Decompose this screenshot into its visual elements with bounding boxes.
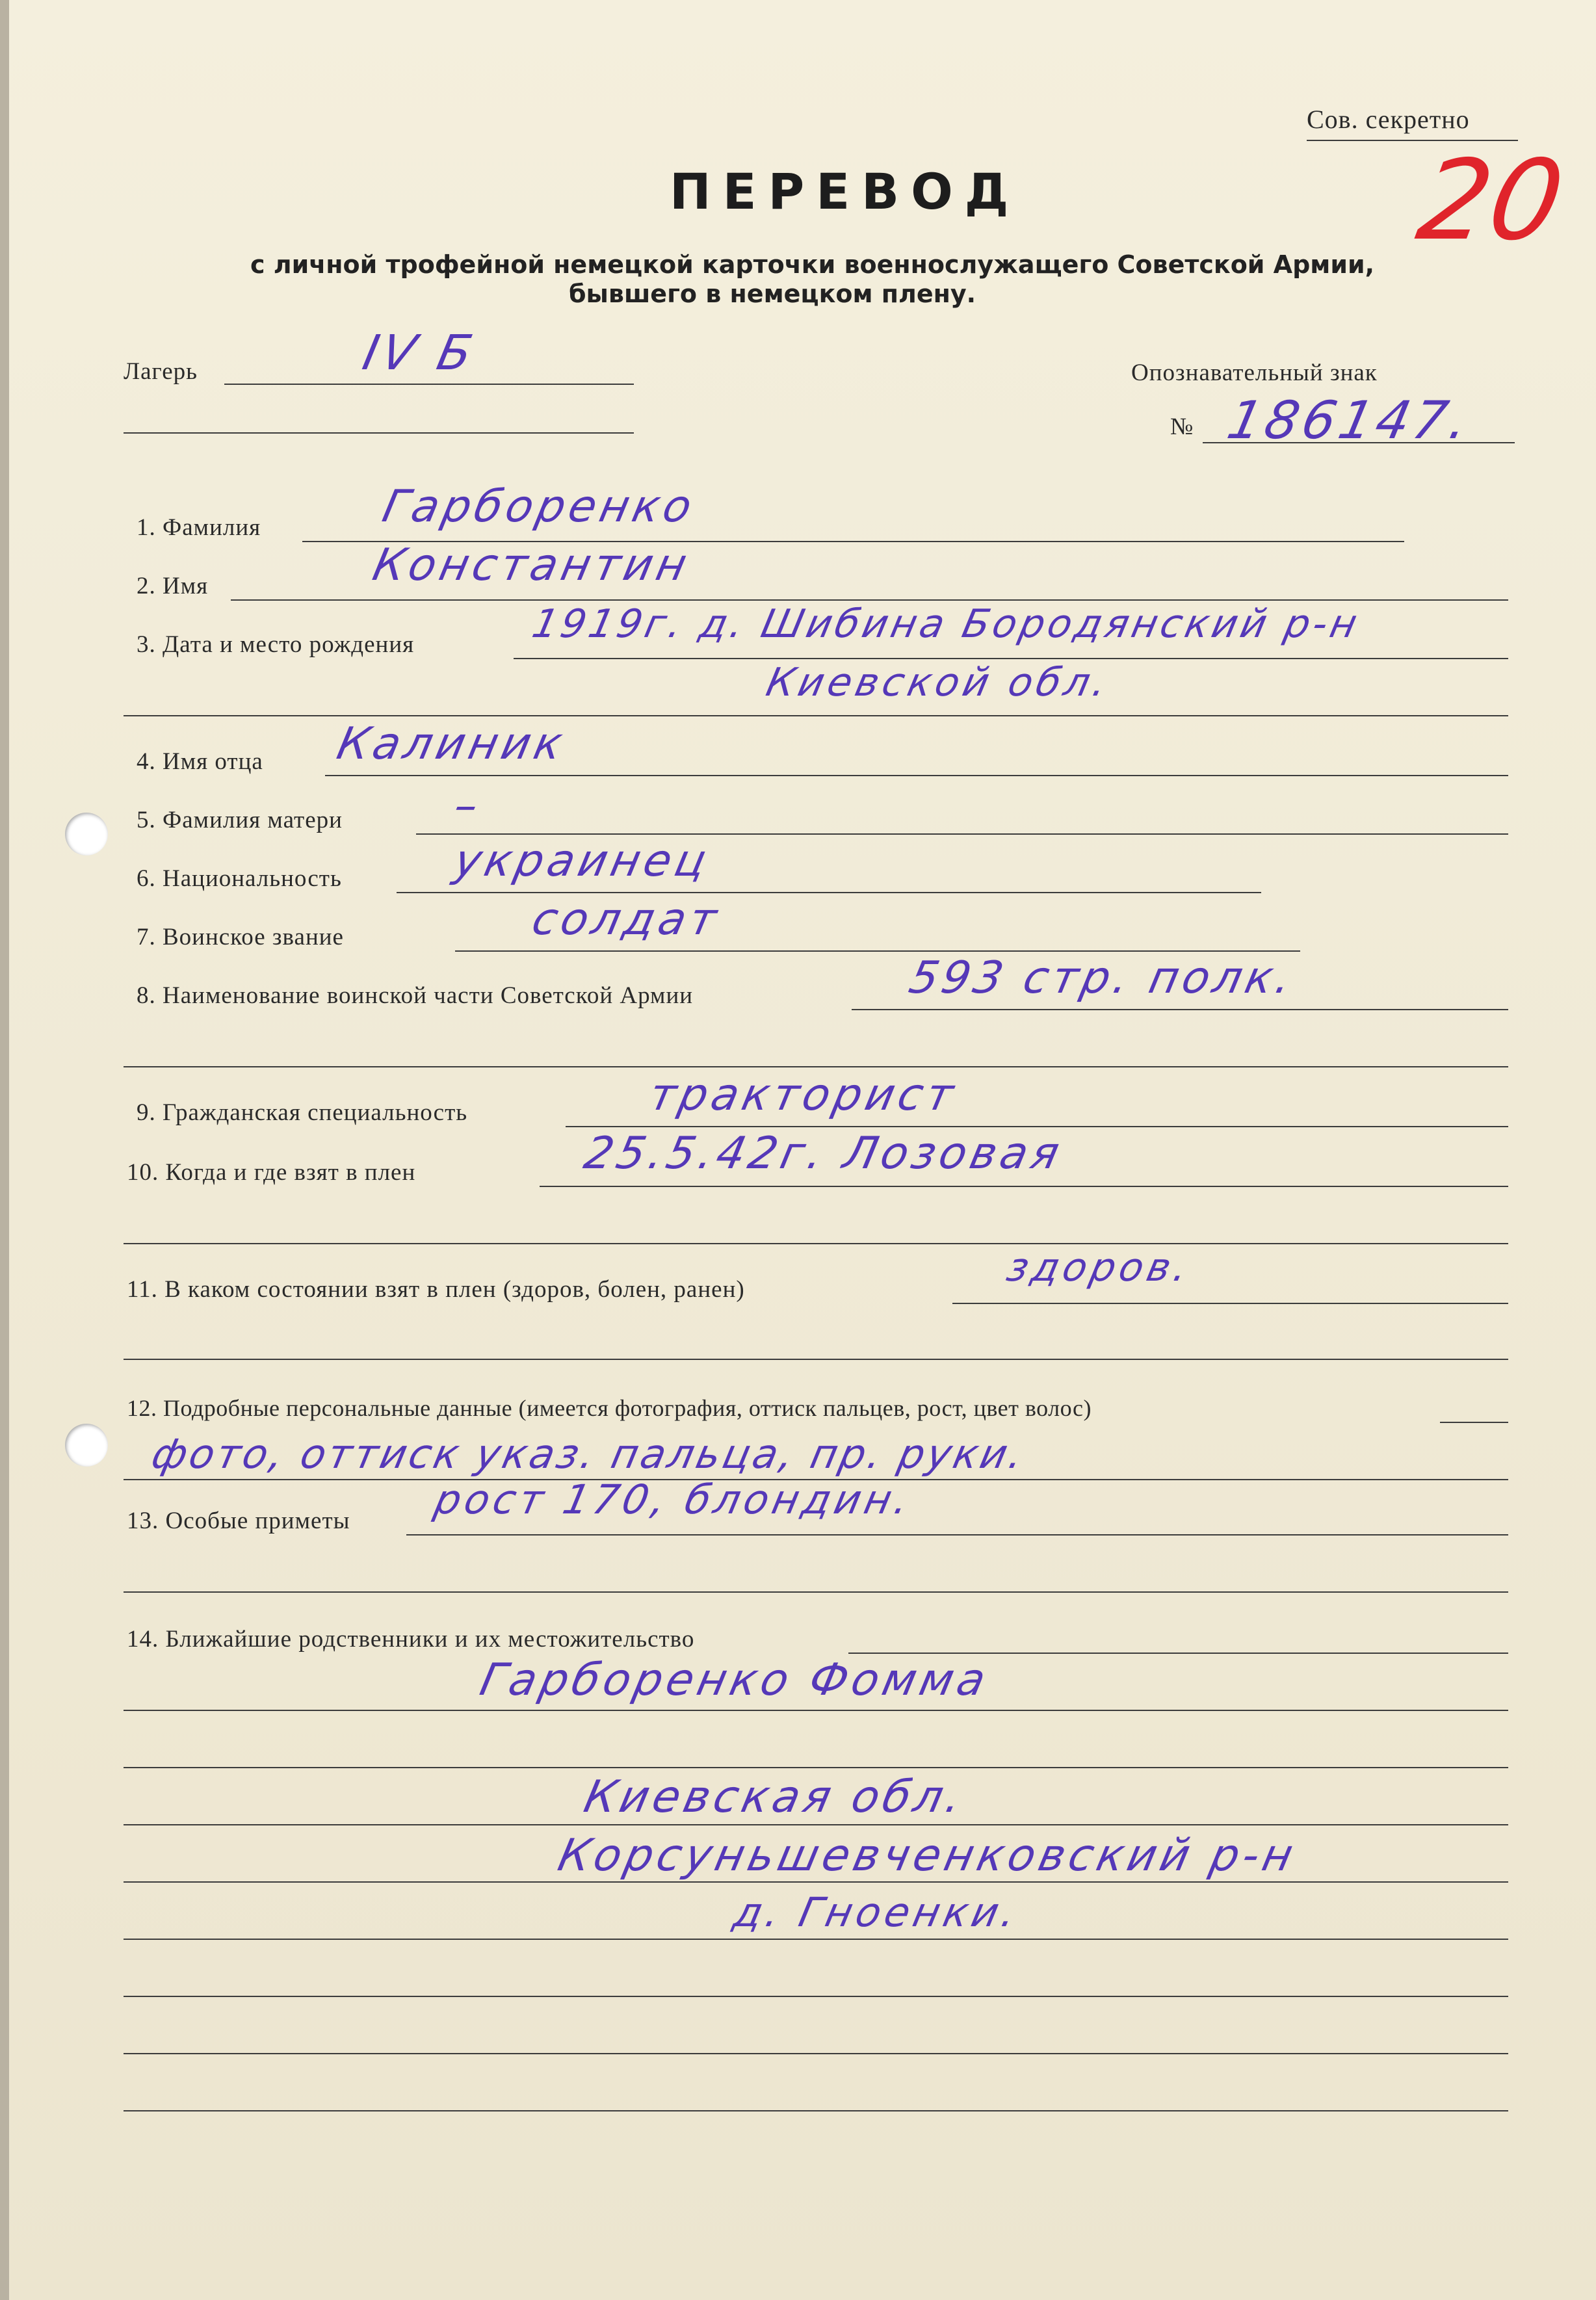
field-6-value: украинец [449,835,715,887]
field-13-line [406,1534,1508,1536]
field-14-line-6 [124,1939,1508,1940]
field-7-value: солдат [527,894,726,945]
field-9-value: тракторист [644,1069,962,1121]
page-number: 20 [1409,137,1573,265]
secrecy-stamp: Сов. секретно [1307,105,1470,134]
field-14-line-5 [124,1881,1508,1883]
field-2-line [231,599,1508,601]
field-3-line-2 [124,715,1508,716]
field-7-label: 7. Воинское звание [137,924,344,950]
scan-edge [0,0,9,2300]
subtitle-line-2: бывшего в немецком плену. [569,280,976,308]
field-14-value-1: Гарбоpенко Фомма [475,1654,994,1706]
field-2-label: 2. Имя [137,573,209,599]
field-13-label: 13. Особые приметы [127,1508,350,1534]
field-3-line [514,658,1508,659]
field-13-line-2 [124,1591,1508,1593]
punch-hole-top [65,813,108,856]
field-4-line [325,775,1508,776]
field-11-value: здоров. [1002,1245,1196,1290]
field-5-label: 5. Фамилия матери [137,807,343,833]
field-10-line-2 [124,1243,1508,1244]
field-14-line-2 [124,1710,1508,1711]
camp-value: IV Б [358,325,481,381]
field-9-line [566,1126,1508,1127]
field-11-line-2 [124,1359,1508,1360]
field-11-label: 11. В каком состоянии взят в плен (здоров, болен, ранен) [127,1276,745,1303]
field-13-value: рост 170, блондин. [430,1476,917,1523]
id-number-prefix: № [1170,413,1194,440]
field-14-line-8 [124,2053,1508,2054]
field-8-line-2 [124,1066,1508,1067]
field-14-line-3 [124,1767,1508,1768]
field-5-line [416,833,1508,835]
field-12-label: 12. Подробные персональные данные (имеется фотография, оттиск пальцев, рост, цвет волос) [127,1395,1092,1421]
id-number-value: 186147. [1222,390,1478,451]
field-10-line [540,1186,1508,1187]
id-tag-label: Опознавательный знак [1131,359,1378,386]
page-title: ПЕРЕВОД [670,163,1021,220]
field-1-label: 1. Фамилия [137,514,261,541]
camp-line-2 [124,432,634,434]
field-10-value: 25.5.42г. Лозовая [579,1128,1068,1179]
field-9-label: 9. Гражданская специальность [137,1099,468,1126]
field-14-line [848,1653,1508,1654]
field-2-value: Константин [368,540,696,591]
camp-line [224,384,634,385]
camp-label: Лагерь [124,358,198,385]
field-1-value: Гарбоpенко [378,481,700,532]
field-14-value-2: Киевская обл. [579,1771,971,1823]
field-8-label: 8. Наименование воинской части Советской Армии [137,982,694,1009]
field-5-value: – [449,780,487,831]
field-12-line [1440,1422,1508,1423]
field-4-value: Калиник [332,718,571,770]
field-14-line-7 [124,1996,1508,1997]
field-3-value-2: Киевской обл. [762,660,1115,705]
field-6-line [397,892,1261,893]
field-6-label: 6. Национальность [137,865,342,892]
field-14-value-3: Корсуньшевченковский р-н [553,1830,1302,1881]
field-14-line-4 [124,1824,1508,1825]
field-3-value: 1919г. д. Шибина Бородянский р-н [528,601,1365,647]
field-14-label: 14. Ближайшие родственники и их местожительство [127,1626,695,1653]
field-7-line [455,950,1300,952]
subtitle-line-1: с личной трофейной немецкой карточки военнослужащего Советской Армии, [250,250,1375,279]
field-4-label: 4. Имя отца [137,748,263,775]
field-8-line [852,1009,1508,1010]
field-11-line [952,1303,1508,1304]
field-10-label: 10. Когда и где взят в плен [127,1159,416,1186]
field-8-value: 593 стр. полк. [904,952,1300,1004]
field-3-label: 3. Дата и место рождения [137,631,415,658]
field-12-value: фото, оттиск указ. пальца, пр. руки. [148,1430,1030,1478]
field-14-line-9 [124,2110,1508,2111]
punch-hole-bottom [65,1424,108,1467]
field-14-value-4: д. Гноенки. [729,1888,1025,1936]
